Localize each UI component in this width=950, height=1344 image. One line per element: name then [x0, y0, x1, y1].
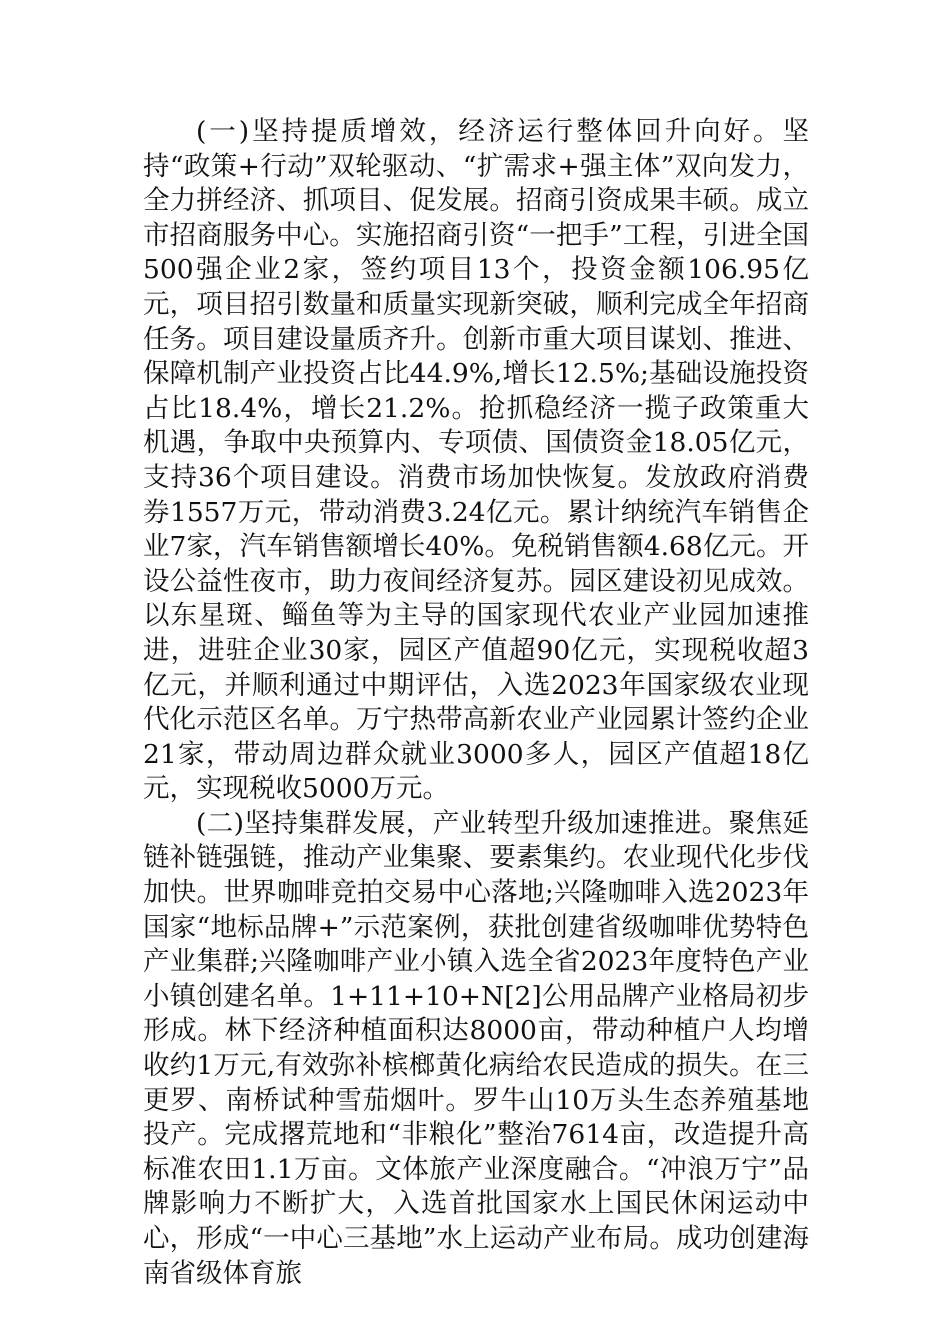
paragraph-industry: (二)坚持集群发展，产业转型升级加速推进。聚焦延链补链强链，推动产业集聚、要素集约。农业现代化步伐加快。世界咖啡竞拍交易中心落地;兴隆咖啡入选2023年国家“地标品牌+”示范案例，获批创建省级咖啡优势特色产业集群;兴隆咖啡产业小镇入选全省2023年度特色产业小镇创建名单。1+11+10+N[2]公用品牌产业格局初步形成。林下经济种植面积达8000亩，带动种植户人均增收约1万元,有效弥补槟榔黄化病给农民造成的损失。在三更罗、南桥试种雪茄烟叶。罗牛山10万头生态养殖基地投产。完成撂荒地和“非粮化”整治7614亩，改造提升高标准农田1.1万亩。文体旅产业深度融合。“冲浪万宁”品牌影响力不断扩大，入选首批国家水上国民休闲运动中心，形成“一中心三基地”水上运动产业布局。成功创建海南省级体育旅	[143, 807, 809, 1289]
paragraph-economy: (一)坚持提质增效，经济运行整体回升向好。坚持“政策+行动”双轮驱动、“扩需求+强主体”双向发力，全力拼经济、抓项目、促发展。招商引资成果丰硕。成立市招商服务中心。实施招商引资“一把手”工程，引进全国500强企业2家，签约项目13个，投资金额106.95亿元，项目招引数量和质量实现新突破，顺利完成全年招商任务。项目建设量质齐升。创新市重大项目谋划、推进、保障机制产业投资占比44.9%,增长12.5%;基础设施投资占比18.4%，增长21.2%。抢抓稳经济一揽子政策重大机遇，争取中央预算内、专项债、国债资金18.05亿元，支持36个项目建设。消费市场加快恢复。发放政府消费券1557万元，带动消费3.24亿元。累计纳统汽车销售企业7家，汽车销售额增长40%。免税销售额4.68亿元。开设公益性夜市，助力夜间经济复苏。园区建设初见成效。以东星斑、鲻鱼等为主导的国家现代农业产业园加速推进，进驻企业30家，园区产值超90亿元，实现税收超3亿元，并顺利通过中期评估，入选2023年国家级农业现代化示范区名单。万宁热带高新农业产业园累计签约企业21家，带动周边群众就业3000多人，园区产值超18亿元，实现税收5000万元。	[143, 116, 809, 805]
document-body	[143, 115, 809, 1291]
